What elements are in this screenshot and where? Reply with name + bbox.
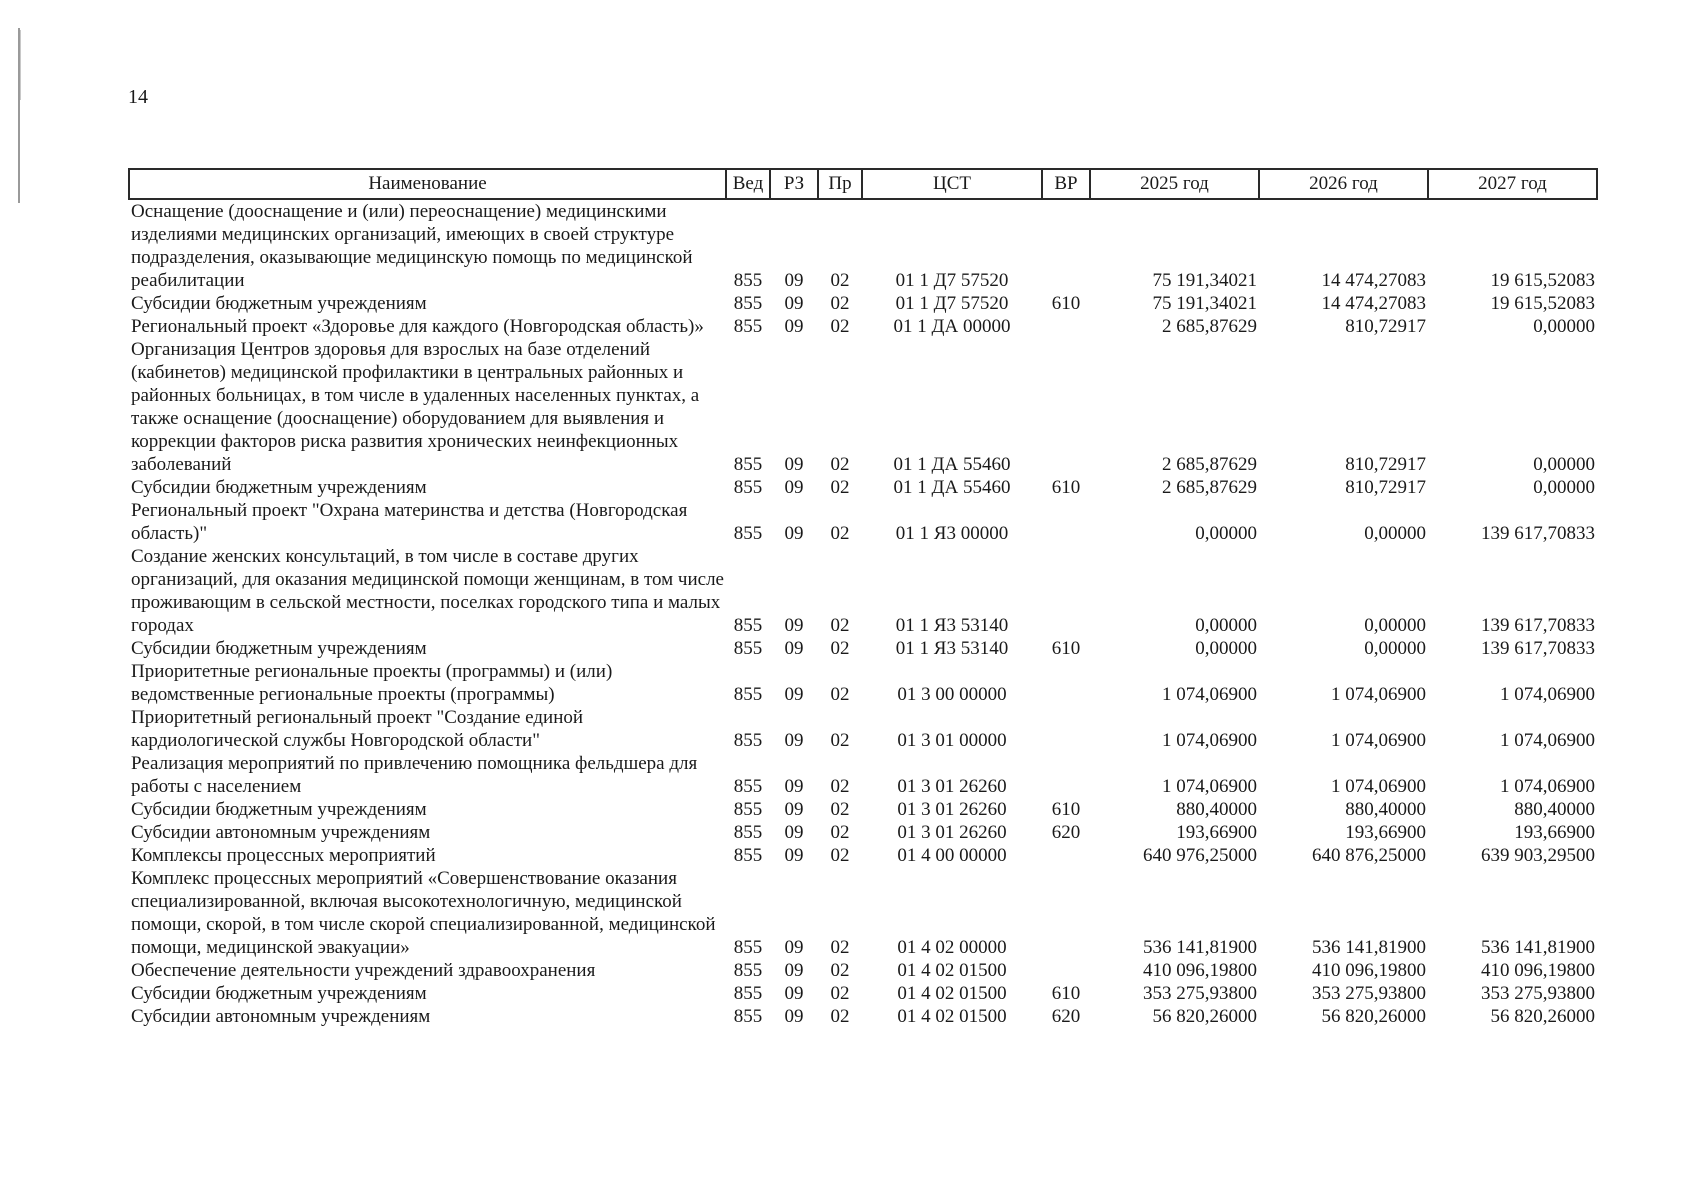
- table-cell-pr: 02: [830, 684, 850, 705]
- table-cell-vr: 620: [1051, 1006, 1081, 1027]
- table-row: [129, 982, 1597, 1005]
- table-cell-vr: [1042, 752, 1090, 798]
- table-row: [129, 660, 1597, 706]
- table-cell-rz: 09: [784, 477, 804, 498]
- table-cell-name: Субсидии бюджетным учреждениям: [131, 983, 427, 1004]
- table-cell-ved: 855: [733, 293, 763, 314]
- table-row: [129, 292, 1597, 315]
- table-cell-2027: 1 074,06900: [1500, 730, 1595, 751]
- table-cell-rz: 09: [784, 638, 804, 659]
- table-cell-pr: 02: [830, 960, 850, 981]
- column-header-2025: 2025 год: [1090, 169, 1259, 199]
- table-cell-cst: 01 1 Д7 57520: [895, 270, 1009, 291]
- column-header-pr: Пр: [818, 169, 862, 199]
- table-cell-2025: 193,66900: [1176, 822, 1257, 843]
- table-cell-vr: 610: [1051, 293, 1081, 314]
- table-cell-rz: 09: [784, 776, 804, 797]
- table-cell-ved: 855: [733, 776, 763, 797]
- table-cell-2025: 0,00000: [1195, 523, 1257, 544]
- table-cell-vr: 610: [1051, 799, 1081, 820]
- table-cell-2027: 139 617,70833: [1481, 638, 1595, 659]
- table-cell-pr: 02: [830, 454, 850, 475]
- table-cell-pr: 02: [830, 983, 850, 1004]
- table-cell-2027: 19 615,52083: [1490, 293, 1595, 314]
- table-row: [129, 476, 1597, 499]
- table-cell-vr: [1042, 660, 1090, 706]
- column-header-2026: 2026 год: [1259, 169, 1428, 199]
- table-cell-cst: 01 3 00 00000: [897, 684, 1007, 705]
- page-number: 14: [128, 86, 148, 108]
- table-cell-vr: 610: [1051, 477, 1081, 498]
- table-cell-2026: 0,00000: [1364, 523, 1426, 544]
- table-cell-2027: 56 820,26000: [1490, 1006, 1595, 1027]
- table-cell-2025: 0,00000: [1195, 638, 1257, 659]
- table-cell-name: Субсидии бюджетным учреждениям: [131, 638, 427, 659]
- table-cell-cst: 01 3 01 26260: [897, 822, 1007, 843]
- table-cell-ved: 855: [733, 316, 763, 337]
- table-cell-vr: [1042, 867, 1090, 959]
- column-header-2027: 2027 год: [1428, 169, 1597, 199]
- column-header-cst: ЦСТ: [862, 169, 1042, 199]
- table-cell-pr: 02: [830, 638, 850, 659]
- budget-table: [128, 168, 1598, 1028]
- table-cell-2026: 193,66900: [1345, 822, 1426, 843]
- table-cell-2026: 14 474,27083: [1321, 293, 1426, 314]
- table-cell-cst: 01 4 02 01500: [897, 1006, 1007, 1027]
- table-cell-2025: 2 685,87629: [1162, 477, 1257, 498]
- table-cell-pr: 02: [830, 523, 850, 544]
- table-cell-name: Реализация мероприятий по привлечению помощника фельдшера для работы с населением: [131, 753, 698, 797]
- table-cell-name: Комплекс процессных мероприятий «Совершенствование оказания специализированной, включая высокотехнологичную, медицинской помощи, скорой, в том числе скорой специализированной, медицинской помощи, медицинской эвакуации»: [131, 868, 716, 958]
- table-cell-ved: 855: [733, 684, 763, 705]
- table-cell-2025: 1 074,06900: [1162, 730, 1257, 751]
- table-cell-vr: [1042, 499, 1090, 545]
- table-cell-pr: 02: [830, 615, 850, 636]
- table-cell-2027: 639 903,29500: [1481, 845, 1595, 866]
- table-cell-rz: 09: [784, 799, 804, 820]
- table-cell-cst: 01 3 01 26260: [897, 799, 1007, 820]
- table-row: [129, 959, 1597, 982]
- table-cell-pr: 02: [830, 293, 850, 314]
- table-cell-2025: 1 074,06900: [1162, 776, 1257, 797]
- table-cell-name: Создание женских консультаций, в том числе в составе других организаций, для оказания медицинской помощи женщинам, в том числе проживающим в сельской местности, поселках городского типа и малых городах: [131, 546, 724, 636]
- table-cell-cst: 01 1 Я3 53140: [895, 638, 1009, 659]
- table-cell-name: Субсидии автономным учреждениям: [131, 822, 431, 843]
- table-cell-cst: 01 4 02 01500: [897, 960, 1007, 981]
- table-cell-cst: 01 1 Я3 00000: [895, 523, 1009, 544]
- table-cell-ved: 855: [733, 937, 763, 958]
- table-cell-rz: 09: [784, 1006, 804, 1027]
- table-cell-name: Приоритетные региональные проекты (программы) и (или) ведомственные региональные проекты (программы): [131, 661, 613, 705]
- table-cell-vr: [1042, 706, 1090, 752]
- table-cell-name: Организация Центров здоровья для взрослых на базе отделений (кабинетов) медицинской профилактики в центральных районных и районных больницах, в том числе в удаленных населенных пунктах, а также оснащение (дооснащение) оборудованием для выявления и коррекции факторов риска развития хронических неинфекционных заболеваний: [131, 339, 700, 475]
- table-cell-2026: 880,40000: [1345, 799, 1426, 820]
- table-cell-2026: 810,72917: [1345, 454, 1426, 475]
- table-cell-pr: 02: [830, 730, 850, 751]
- table-cell-2026: 1 074,06900: [1331, 776, 1426, 797]
- table-cell-ved: 855: [733, 983, 763, 1004]
- table-cell-rz: 09: [784, 684, 804, 705]
- table-cell-ved: 855: [733, 638, 763, 659]
- table-cell-2027: 19 615,52083: [1490, 270, 1595, 291]
- table-cell-ved: 855: [733, 1006, 763, 1027]
- table-cell-2025: 56 820,26000: [1152, 1006, 1257, 1027]
- table-cell-2026: 640 876,25000: [1312, 845, 1426, 866]
- table-row: [129, 798, 1597, 821]
- table-cell-2026: 353 275,93800: [1312, 983, 1426, 1004]
- table-cell-2025: 353 275,93800: [1143, 983, 1257, 1004]
- table-cell-pr: 02: [830, 477, 850, 498]
- table-cell-name: Обеспечение деятельности учреждений здравоохранения: [131, 960, 596, 981]
- table-cell-2025: 0,00000: [1195, 615, 1257, 636]
- table-cell-cst: 01 4 00 00000: [897, 845, 1007, 866]
- table-cell-2027: 536 141,81900: [1481, 937, 1595, 958]
- table-cell-ved: 855: [733, 822, 763, 843]
- column-header-ved: Вед: [726, 169, 770, 199]
- table-cell-2025: 2 685,87629: [1162, 454, 1257, 475]
- table-cell-cst: 01 3 01 26260: [897, 776, 1007, 797]
- table-row: [129, 499, 1597, 545]
- table-cell-name: Оснащение (дооснащение и (или) переоснащение) медицинскими изделиями медицинских организаций, имеющих в своей структуре подразделения, оказывающие медицинскую помощь по медицинской реабилитации: [131, 201, 693, 291]
- table-row: [129, 545, 1597, 637]
- table-cell-pr: 02: [830, 270, 850, 291]
- table-row: [129, 1005, 1597, 1028]
- table-cell-rz: 09: [784, 937, 804, 958]
- table-cell-2025: 75 191,34021: [1152, 293, 1257, 314]
- table-cell-name: Приоритетный региональный проект "Создание единой кардиологической службы Новгородской области": [131, 707, 584, 751]
- table-cell-2025: 1 074,06900: [1162, 684, 1257, 705]
- table-cell-vr: [1042, 199, 1090, 292]
- table-cell-cst: 01 1 Д7 57520: [895, 293, 1009, 314]
- table-cell-rz: 09: [784, 960, 804, 981]
- table-cell-cst: 01 1 ДА 55460: [893, 477, 1011, 498]
- table-cell-ved: 855: [733, 730, 763, 751]
- table-cell-2027: 0,00000: [1533, 454, 1595, 475]
- table-cell-rz: 09: [784, 730, 804, 751]
- table-cell-pr: 02: [830, 822, 850, 843]
- table-cell-rz: 09: [784, 983, 804, 1004]
- table-cell-2027: 0,00000: [1533, 316, 1595, 337]
- table-cell-2027: 1 074,06900: [1500, 776, 1595, 797]
- table-cell-vr: 620: [1051, 822, 1081, 843]
- table-cell-ved: 855: [733, 615, 763, 636]
- table-cell-name: Региональный проект «Здоровье для каждого (Новгородская область)»: [131, 316, 704, 337]
- table-cell-rz: 09: [784, 293, 804, 314]
- table-row: [129, 338, 1597, 476]
- table-cell-ved: 855: [733, 845, 763, 866]
- table-cell-vr: [1042, 959, 1090, 982]
- table-cell-2027: 410 096,19800: [1481, 960, 1595, 981]
- table-cell-2026: 0,00000: [1364, 638, 1426, 659]
- table-cell-2025: 640 976,25000: [1143, 845, 1257, 866]
- scan-edge-mark: [20, 30, 21, 100]
- table-row: [129, 752, 1597, 798]
- table-cell-cst: 01 4 02 01500: [897, 983, 1007, 1004]
- table-cell-2025: 2 685,87629: [1162, 316, 1257, 337]
- table-cell-2027: 0,00000: [1533, 477, 1595, 498]
- table-cell-cst: 01 1 Я3 53140: [895, 615, 1009, 636]
- table-cell-ved: 855: [733, 477, 763, 498]
- table-header-row: [129, 169, 1597, 199]
- table-cell-2026: 410 096,19800: [1312, 960, 1426, 981]
- table-cell-cst: 01 1 ДА 55460: [893, 454, 1011, 475]
- table-cell-2026: 1 074,06900: [1331, 730, 1426, 751]
- table-cell-vr: 610: [1051, 638, 1081, 659]
- table-row: [129, 199, 1597, 292]
- table-cell-vr: [1042, 545, 1090, 637]
- table-cell-vr: [1042, 315, 1090, 338]
- table-cell-2027: 139 617,70833: [1481, 615, 1595, 636]
- table-cell-2025: 75 191,34021: [1152, 270, 1257, 291]
- table-cell-vr: [1042, 844, 1090, 867]
- table-cell-ved: 855: [733, 454, 763, 475]
- table-cell-2025: 410 096,19800: [1143, 960, 1257, 981]
- table-cell-vr: 610: [1051, 983, 1081, 1004]
- column-header-name: Наименование: [129, 169, 726, 199]
- table-row: [129, 844, 1597, 867]
- table-cell-ved: 855: [733, 799, 763, 820]
- table-cell-name: Субсидии бюджетным учреждениям: [131, 477, 427, 498]
- table-cell-2027: 1 074,06900: [1500, 684, 1595, 705]
- table-cell-rz: 09: [784, 615, 804, 636]
- table-cell-ved: 855: [733, 523, 763, 544]
- table-cell-pr: 02: [830, 799, 850, 820]
- column-header-rz: РЗ: [770, 169, 818, 199]
- table-row: [129, 867, 1597, 959]
- table-row: [129, 637, 1597, 660]
- table-cell-2027: 353 275,93800: [1481, 983, 1595, 1004]
- table-cell-2027: 139 617,70833: [1481, 523, 1595, 544]
- table-cell-name: Субсидии бюджетным учреждениям: [131, 799, 427, 820]
- table-cell-rz: 09: [784, 316, 804, 337]
- table-cell-2026: 14 474,27083: [1321, 270, 1426, 291]
- table-cell-2026: 56 820,26000: [1321, 1006, 1426, 1027]
- table-cell-cst: 01 3 01 00000: [897, 730, 1007, 751]
- table-cell-2027: 193,66900: [1514, 822, 1595, 843]
- table-cell-rz: 09: [784, 454, 804, 475]
- table-cell-pr: 02: [830, 316, 850, 337]
- table-cell-pr: 02: [830, 937, 850, 958]
- table-cell-cst: 01 4 02 00000: [897, 937, 1007, 958]
- table-row: [129, 315, 1597, 338]
- table-cell-pr: 02: [830, 845, 850, 866]
- table-cell-name: Субсидии автономным учреждениям: [131, 1006, 431, 1027]
- table-cell-pr: 02: [830, 776, 850, 797]
- table-cell-2026: 810,72917: [1345, 477, 1426, 498]
- table-cell-rz: 09: [784, 845, 804, 866]
- column-header-vr: ВР: [1042, 169, 1090, 199]
- table-cell-2027: 880,40000: [1514, 799, 1595, 820]
- table-body: [129, 199, 1597, 1028]
- table-cell-vr: [1042, 338, 1090, 476]
- table-cell-ved: 855: [733, 960, 763, 981]
- table-cell-name: Комплексы процессных мероприятий: [131, 845, 436, 866]
- table-cell-rz: 09: [784, 270, 804, 291]
- table-cell-2025: 880,40000: [1176, 799, 1257, 820]
- table-cell-cst: 01 1 ДА 00000: [893, 316, 1011, 337]
- table-row: [129, 821, 1597, 844]
- table-cell-2025: 536 141,81900: [1143, 937, 1257, 958]
- table-cell-pr: 02: [830, 1006, 850, 1027]
- table-cell-ved: 855: [733, 270, 763, 291]
- table-cell-name: Субсидии бюджетным учреждениям: [131, 293, 427, 314]
- table-cell-2026: 810,72917: [1345, 316, 1426, 337]
- table-cell-rz: 09: [784, 822, 804, 843]
- table-cell-rz: 09: [784, 523, 804, 544]
- table-cell-name: Региональный проект "Охрана материнства и детства (Новгородская область)": [131, 500, 688, 544]
- table-cell-2026: 0,00000: [1364, 615, 1426, 636]
- table-cell-2026: 1 074,06900: [1331, 684, 1426, 705]
- table-row: [129, 706, 1597, 752]
- table-cell-2026: 536 141,81900: [1312, 937, 1426, 958]
